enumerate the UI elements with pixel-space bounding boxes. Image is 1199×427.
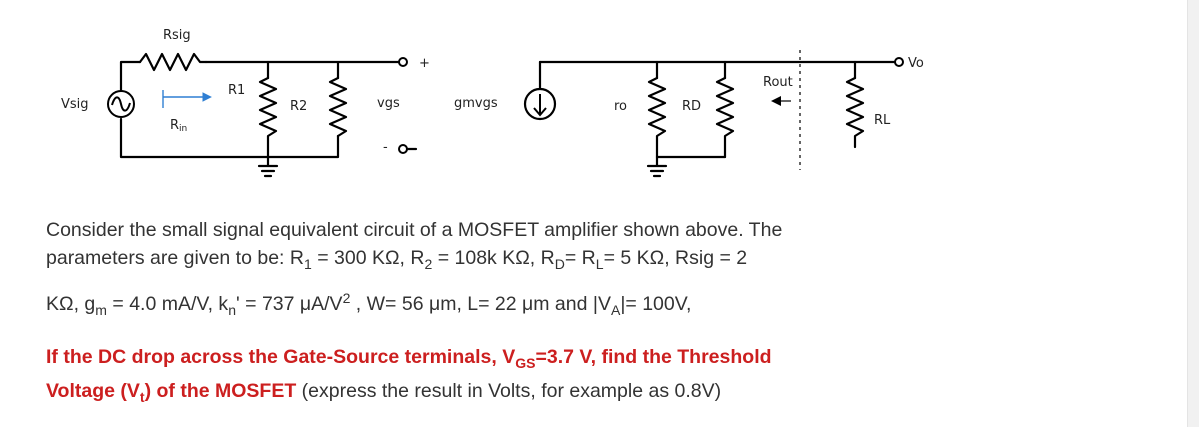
r2-label: R2 xyxy=(290,99,308,114)
question-line-2: Voltage $(V_t)$ of the MOSFET (express the result in Volts, for example as 0.8V) xyxy=(46,380,722,405)
rout-label: Rout xyxy=(763,75,793,90)
question-line-1: If the DC drop across the Gate-Source terminals, $V_{GS}=3.7$ V, find the Threshold xyxy=(46,346,772,371)
rin-label: Rin xyxy=(170,118,188,134)
rsig-label: Rsig xyxy=(163,28,191,43)
vgs-label: vgs xyxy=(377,96,400,111)
r1-label: R1 xyxy=(228,83,246,98)
problem-line-1: Consider the small signal equivalent circuit of a MOSFET amplifier shown above. The xyxy=(46,219,783,241)
gate-terminal-plus xyxy=(399,58,407,66)
wire-bottom-left xyxy=(121,119,268,157)
r1-resistor xyxy=(260,78,276,157)
rsig-resistor xyxy=(140,54,206,70)
problem-line-3: KΩ, $g_m = 4.0$ mA/V, $k_n' = 737$ $\mu A/V^2$ , W= 56 μm, L= 22 μm and $|V_A|= 100V$, xyxy=(46,290,692,318)
vsig-label: Vsig xyxy=(61,97,89,112)
wire-top-r1 xyxy=(206,62,268,78)
rout-arrow-icon xyxy=(771,96,781,106)
gmvgs-label: gmvgs xyxy=(454,96,498,111)
r2-resistor xyxy=(330,78,346,136)
rl-resistor xyxy=(847,78,863,147)
minus-label: - xyxy=(383,140,388,155)
vo-terminal xyxy=(895,58,903,66)
ro-label: ro xyxy=(614,99,628,114)
vo-label: Vo xyxy=(908,56,924,71)
plus-label: + xyxy=(419,56,430,71)
rl-label: RL xyxy=(874,113,891,128)
gate-terminal-minus xyxy=(399,145,407,153)
ro-resistor xyxy=(649,78,665,157)
problem-statement xyxy=(46,216,1006,411)
ro-ground-icon xyxy=(648,157,666,176)
problem-line-2: parameters are given to be: $R_1 = 300$ KΩ, $R_2 = 108k$ KΩ, $R_D= R_L= 5$ KΩ, Rsig = 2 xyxy=(46,247,748,272)
rd-resistor xyxy=(717,78,733,157)
vertical-scrollbar[interactable] xyxy=(1187,0,1199,427)
r1-ground-icon xyxy=(259,157,277,176)
wire-bottom-r2 xyxy=(268,136,338,157)
wire-top-r2 xyxy=(268,62,400,78)
rd-label: RD xyxy=(682,99,702,114)
